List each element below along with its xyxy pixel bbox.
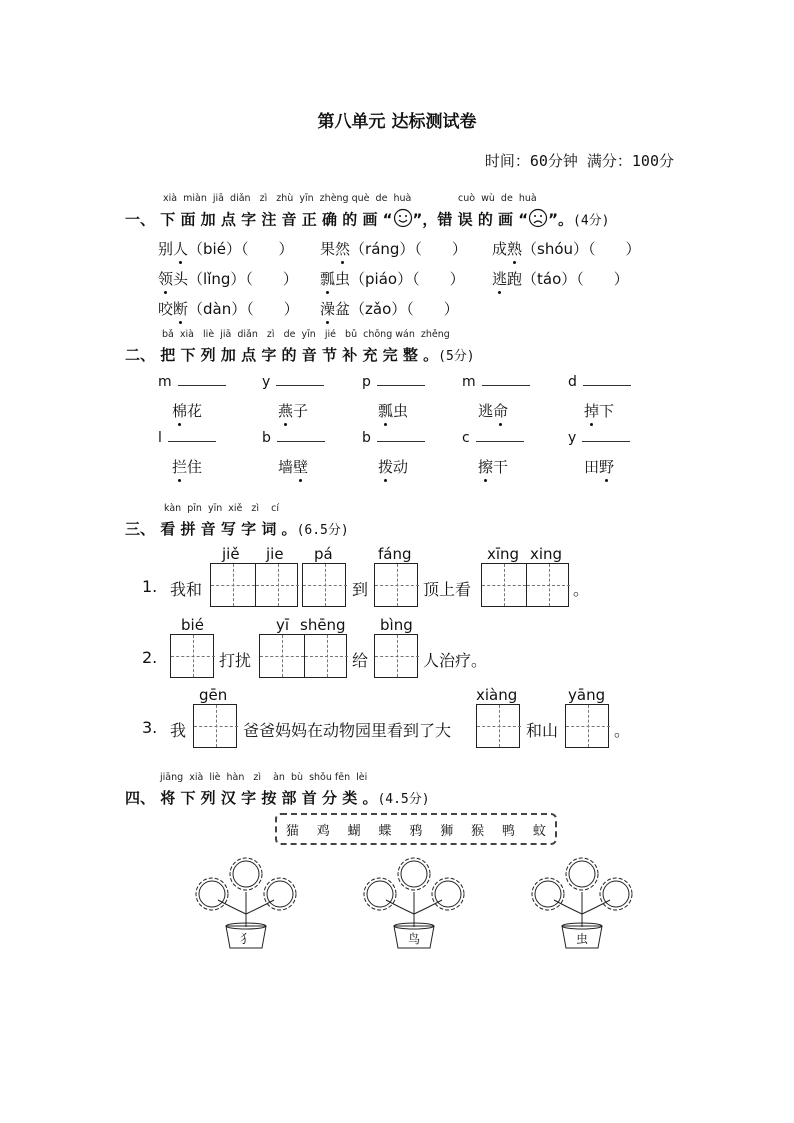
s2-blank[interactable]: c: [462, 429, 524, 446]
section-1-heading: [125, 208, 609, 232]
page-title: 第八单元 达标测试卷: [317, 112, 477, 132]
s2-blank[interactable]: b: [262, 429, 325, 446]
q2-text-2: 给: [352, 651, 369, 670]
q1-text-3: 顶上看: [423, 580, 472, 599]
char: 鸡: [316, 823, 330, 839]
writing-grid[interactable]: [210, 563, 298, 607]
s2-word: 掉下: [584, 402, 615, 420]
q1-text-2: 到: [352, 580, 369, 599]
q1-text-4: 。: [573, 580, 590, 599]
section-4-heading: 四、 将 下 列 汉 字 按 部 首 分 类 。(4.5分): [125, 789, 430, 807]
writing-grid[interactable]: [193, 704, 237, 748]
s2-blank[interactable]: y: [262, 373, 324, 390]
flower-pot-1: [186, 852, 306, 952]
s1-points: (4分): [573, 213, 610, 229]
flower-pot-3: [522, 852, 642, 952]
s2-word: 田野: [584, 458, 615, 476]
q1-pinyin-6: xing: [530, 545, 563, 563]
q3-pinyin-2: xiàng: [476, 686, 518, 704]
s1-item: 别人（bié）（ ）: [158, 240, 294, 258]
time-and-score: 时间：60分钟 满分：100分: [484, 152, 674, 170]
writing-grid[interactable]: [170, 634, 214, 678]
pot-label: 鸟: [408, 932, 421, 946]
s1-item: 成熟（shóu）（ ）: [492, 240, 641, 258]
q1-pinyin-2: jie: [266, 545, 284, 563]
char: 猫: [285, 823, 299, 839]
writing-grid[interactable]: [481, 563, 569, 607]
smiley-face-icon: [393, 208, 413, 232]
s2-word: 拨动: [378, 458, 409, 476]
s2-word: 棉花: [172, 402, 203, 420]
frowning-face-icon: [528, 208, 548, 232]
s1-heading-part-b: ”，错 误 的 画 “: [412, 210, 529, 229]
q3-text-1: 我: [170, 721, 187, 740]
s2-word: 墙壁: [278, 458, 309, 476]
q1-pinyin-1: jiě: [222, 545, 240, 563]
pot-label: 犭: [240, 932, 253, 946]
char: 蝴: [347, 823, 361, 839]
s1-heading-part-c: ”。: [548, 210, 573, 229]
s1-heading-part-a: 一、 下 面 加 点 字 注 音 正 确 的 画 “: [125, 210, 393, 229]
s2-blank[interactable]: b: [362, 429, 425, 446]
writing-grid[interactable]: [565, 704, 609, 748]
character-bank: [275, 813, 557, 845]
s1-item: 领头（lǐng）（ ）: [158, 270, 298, 288]
s1-item: 果然（ráng）（ ）: [320, 240, 467, 258]
section-3-heading: 三、 看 拼 音 写 字 词 。(6.5分): [125, 520, 349, 538]
char: 蝶: [378, 823, 392, 839]
s3-pinyin: kàn pīn yīn xiě zì cí: [164, 503, 280, 514]
s2-word: 燕子: [278, 402, 309, 420]
pot-label: 虫: [576, 932, 589, 946]
s2-word: 逃命: [478, 402, 509, 420]
s2-blank[interactable]: d: [568, 373, 631, 390]
q2-pinyin-1: bié: [181, 616, 204, 634]
char: 狮: [440, 823, 454, 839]
char: 蚊: [532, 823, 546, 839]
s2-blank[interactable]: l: [158, 429, 216, 446]
q2-text-1: 打扰: [219, 651, 252, 670]
s2-word: 擦干: [478, 458, 509, 476]
s1-item: 瓢虫（piáo）（ ）: [320, 270, 465, 288]
char: 鸭: [502, 823, 516, 839]
s1-item: 澡盆（zǎo）（ ）: [320, 300, 459, 318]
writing-grid[interactable]: [374, 634, 418, 678]
writing-grid[interactable]: [259, 634, 347, 678]
q2-number: 2.: [142, 648, 158, 667]
s2-blank[interactable]: m: [462, 373, 530, 390]
q1-number: 1.: [142, 577, 158, 596]
q3-text-4: 。: [614, 721, 631, 740]
flower-pot-2: [354, 852, 474, 952]
s1-item: 逃跑（táo）（ ）: [492, 270, 629, 288]
q3-text-3: 和山: [526, 721, 559, 740]
char: 鸦: [409, 823, 423, 839]
q1-pinyin-5: xīng: [487, 545, 520, 563]
s2-blank[interactable]: y: [568, 429, 630, 446]
q3-pinyin-1: gēn: [199, 686, 228, 704]
s1-pinyin-a: xià miàn jiā diǎn zì zhù yīn zhèng què de huà: [163, 193, 412, 204]
writing-grid[interactable]: [374, 563, 418, 607]
q3-text-2: 爸爸妈妈在动物园里看到了大: [243, 721, 452, 740]
char: 猴: [471, 823, 485, 839]
q3-pinyin-3: yāng: [568, 686, 606, 704]
q1-pinyin-4: fáng: [378, 545, 412, 563]
s2-word: 瓢虫: [378, 402, 409, 420]
q1-text-1: 我和: [170, 580, 203, 599]
s2-pinyin: bǎ xià liè jiā diǎn zì de yīn jié bǔ chōng wán zhěng: [162, 329, 450, 340]
q2-pinyin-2: yī: [276, 616, 290, 634]
q2-text-3: 人治疗。: [423, 651, 488, 670]
q2-pinyin-3: shēng: [300, 616, 346, 634]
q1-pinyin-3: pá: [314, 545, 333, 563]
q3-number: 3.: [142, 718, 158, 737]
s2-word: 拦住: [172, 458, 203, 476]
writing-grid[interactable]: [302, 563, 346, 607]
s1-pinyin-b: cuò wù de huà: [458, 193, 537, 204]
s1-item: 咬断（dàn）（ ）: [158, 300, 299, 318]
s4-pinyin: jiāng xià liè hàn zì àn bù shǒu fēn lèi: [160, 772, 368, 783]
q2-pinyin-4: bìng: [380, 616, 413, 634]
s2-blank[interactable]: m: [158, 373, 226, 390]
writing-grid[interactable]: [476, 704, 520, 748]
section-2-heading: 二、 把 下 列 加 点 字 的 音 节 补 充 完 整 。(5分): [125, 346, 475, 364]
s2-blank[interactable]: p: [362, 373, 425, 390]
